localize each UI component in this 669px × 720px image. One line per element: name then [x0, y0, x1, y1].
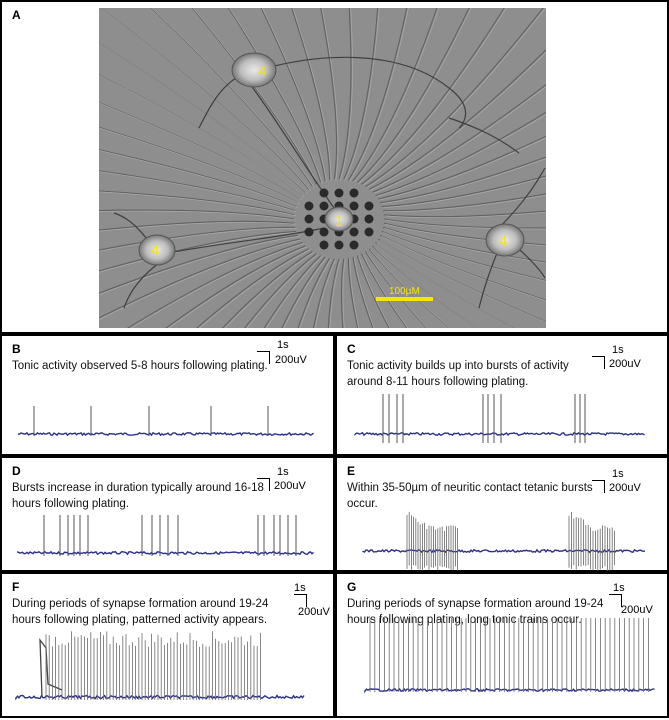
micrograph-image [99, 8, 546, 328]
scale-time: 1s [277, 339, 289, 351]
label-top: 4 [258, 63, 267, 80]
scale-time: 1s [613, 582, 625, 594]
trace-g [337, 574, 669, 720]
electrode-pad [320, 241, 329, 250]
trace-b [2, 336, 337, 458]
scale-volt: 200uV [609, 358, 641, 370]
electrode-pad [350, 228, 359, 237]
panel-description: During periods of synapse formation around 19-24 hours following plating, long tonic trains occur. [347, 598, 604, 626]
scale-time: 1s [277, 466, 289, 478]
electrode-pad [305, 228, 314, 237]
panel-f [0, 572, 335, 718]
panel-letter: B [12, 342, 21, 356]
electrode-pad [320, 202, 329, 211]
panel-description: During periods of synapse formation around 19-24 hours following plating, patterned activity appears. [12, 598, 269, 626]
trace-f [2, 574, 337, 720]
scale-time: 1s [612, 468, 624, 480]
trace-baseline [18, 552, 314, 554]
scale-volt: 200uV [298, 606, 330, 618]
panel-description: Tonic activity builds up into bursts of activity around 8-11 hours following plating. [347, 360, 569, 388]
panel-description: Tonic activity observed 5-8 hours following plating. [12, 360, 268, 372]
panel-letter: C [347, 342, 356, 356]
electrode-pad [320, 228, 329, 237]
trace-baseline [355, 433, 645, 435]
panel-e [335, 456, 669, 572]
trace-c [337, 336, 669, 458]
electrode-pad [365, 215, 374, 224]
electrode-pad [305, 215, 314, 224]
micrograph [99, 8, 546, 328]
panel-letter: E [347, 464, 356, 478]
panel-a-letter: A [12, 8, 21, 22]
scale-volt: 200uV [275, 354, 307, 366]
panel-g [335, 572, 669, 718]
electrode-pad [335, 189, 344, 198]
electrode-pad [335, 241, 344, 250]
scale-time: 1s [612, 344, 624, 356]
trace-baseline [18, 433, 314, 435]
micro-scalebar [376, 297, 433, 301]
cell-top [232, 53, 276, 87]
panel-b [0, 334, 335, 456]
panel-description: Bursts increase in duration typically around 16-18 hours following plating. [12, 482, 264, 510]
scale-volt: 200uV [274, 480, 306, 492]
label-left: 4 [151, 242, 160, 259]
scale-volt: 200uV [621, 604, 653, 616]
electrode-pad [350, 202, 359, 211]
label-right: 4 [499, 233, 508, 250]
panel-description: Within 35-50µm of neuritic contact tetanic bursts occur. [347, 482, 593, 510]
label-center: 1 [335, 213, 344, 230]
electrode-pad [320, 189, 329, 198]
panel-a [0, 0, 669, 334]
electrode-pad [365, 228, 374, 237]
electrode-pad [365, 202, 374, 211]
panel-d [0, 456, 335, 572]
panel-letter: D [12, 464, 21, 478]
trace-d [2, 458, 337, 574]
scale-time: 1s [294, 582, 306, 594]
electrode-pad [350, 189, 359, 198]
micro-scalebar-text: 100µM [389, 286, 420, 297]
panel-letter: F [12, 580, 20, 594]
scale-volt: 200uV [609, 482, 641, 494]
electrode-pad [350, 241, 359, 250]
trace-e [337, 458, 669, 574]
panel-c [335, 334, 669, 456]
electrode-pad [305, 202, 314, 211]
panel-letter: G [347, 580, 357, 594]
